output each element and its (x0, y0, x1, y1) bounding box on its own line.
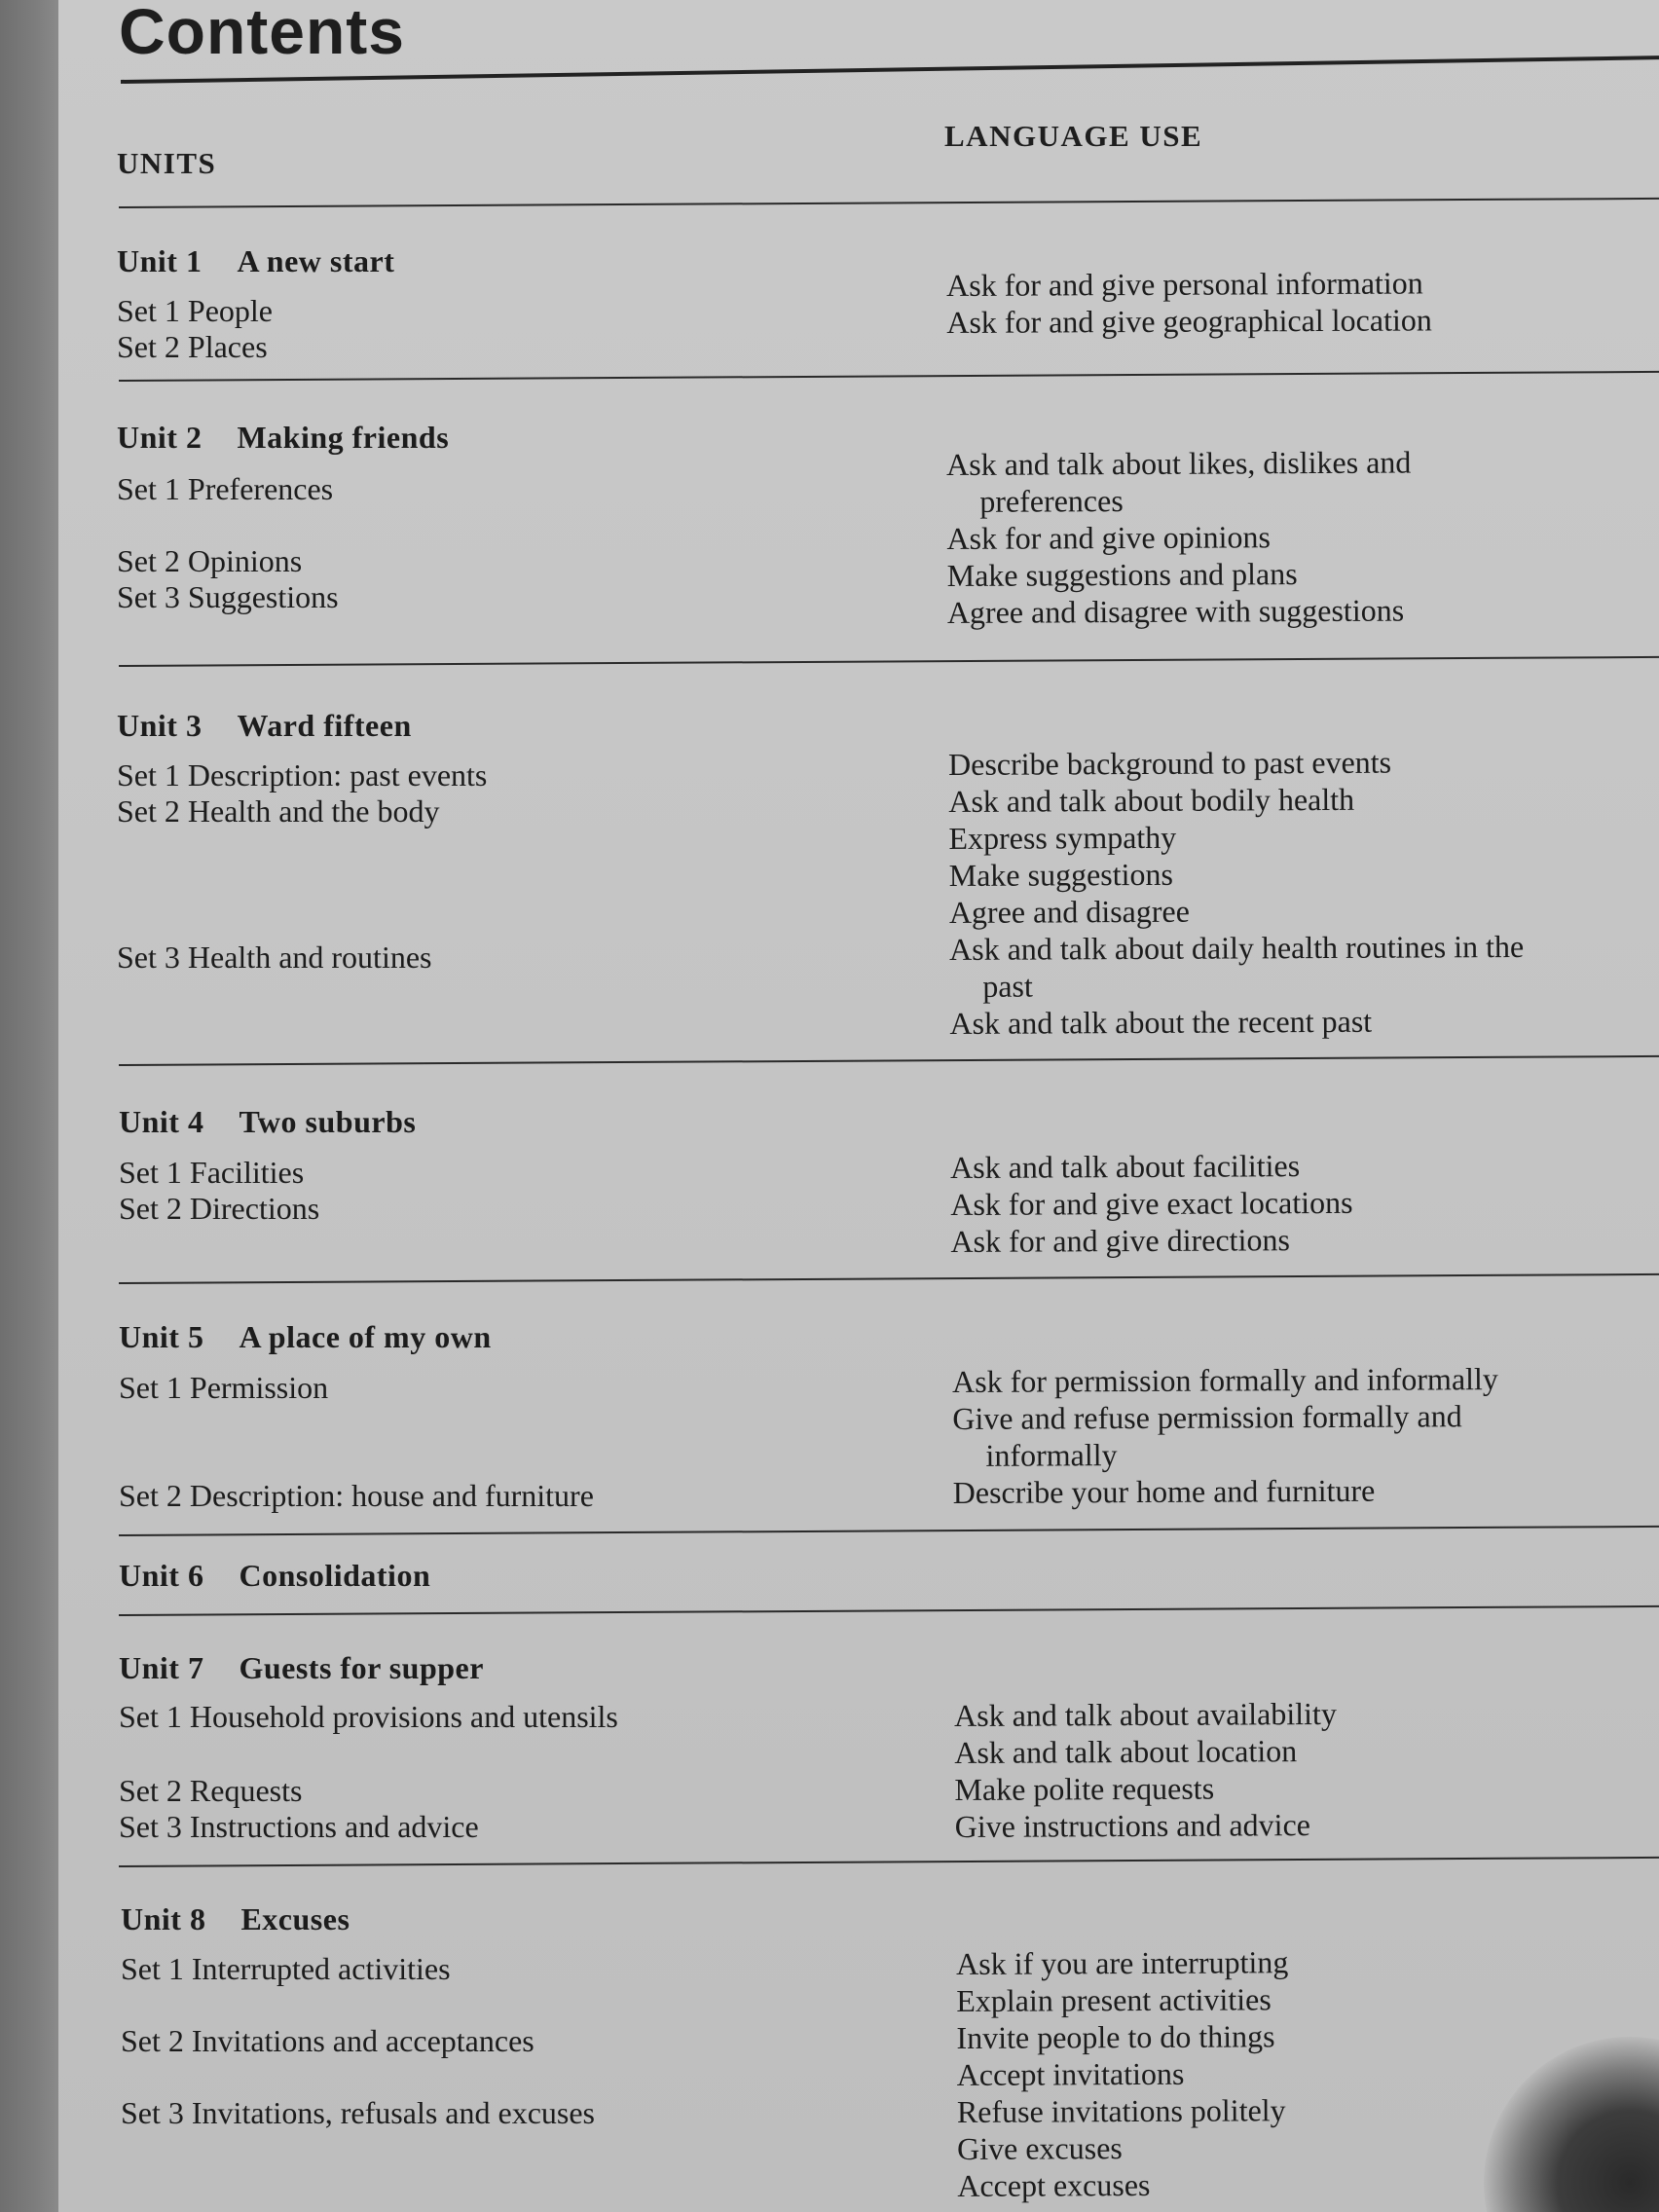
language-use-item: Ask and talk about bodily health (948, 781, 1355, 819)
language-use-item: Ask for and give geographical location (946, 302, 1432, 340)
unit-4-set-2: Set 2 Directions (119, 1191, 320, 1226)
language-use-item: Make suggestions and plans (946, 556, 1298, 593)
language-use-item: Invite people to do things (956, 2018, 1275, 2055)
unit-3-set-2: Set 2 Health and the body (117, 793, 440, 829)
unit-7-set-2: Set 2 Requests (119, 1773, 303, 1808)
unit-number: Unit 2 (117, 420, 203, 455)
unit-2-set-1: Set 1 Preferences (117, 471, 334, 506)
language-use-item: Give and refuse permission formally and informally (952, 1398, 1462, 1473)
unit-divider (119, 656, 1659, 667)
contents-page (58, 0, 1659, 2212)
language-use-item: Accept excuses (957, 2166, 1151, 2203)
language-use-item: Describe your home and furniture (952, 1472, 1376, 1510)
unit-4-set-1: Set 1 Facilities (119, 1155, 305, 1190)
unit-1-set-2: Set 2 Places (117, 329, 268, 364)
language-use-item: Ask and talk about location (954, 1733, 1298, 1770)
unit-5-language-use (952, 1360, 1586, 1511)
language-use-item: Ask and talk about daily health routines in the past (949, 928, 1525, 1004)
language-use-item: Express sympathy (948, 819, 1177, 856)
unit-divider (119, 1857, 1659, 1867)
language-use-item: Accept invitations (956, 2055, 1185, 2092)
unit-name: A place of my own (239, 1319, 492, 1354)
unit-divider (119, 371, 1659, 382)
unit-number: Unit 5 (119, 1319, 204, 1354)
unit-4-heading (119, 1104, 416, 1140)
language-use-item: Ask for permission formally and informally (952, 1361, 1498, 1399)
language-use-item: Ask and talk about likes, dislikes and preferences (946, 444, 1412, 519)
language-use-item: Agree and disagree with suggestions (946, 592, 1405, 630)
units-column-header: UNITS (117, 146, 217, 180)
unit-name: Consolidation (239, 1558, 431, 1593)
page-title: Contents (119, 0, 405, 67)
unit-number: Unit 8 (121, 1901, 206, 1936)
language-use-item: Ask for and give directions (950, 1222, 1290, 1259)
unit-name: A new start (237, 243, 395, 278)
unit-8-language-use (956, 1942, 1580, 2204)
unit-name: Two suburbs (239, 1104, 417, 1139)
unit-2-set-3: Set 3 Suggestions (117, 579, 339, 614)
unit-5-set-1: Set 1 Permission (119, 1370, 329, 1405)
unit-number: Unit 7 (119, 1650, 204, 1685)
language-use-item: Give excuses (957, 2130, 1123, 2166)
unit-divider (119, 1273, 1659, 1284)
unit-name: Guests for supper (239, 1650, 484, 1685)
language-use-item: Ask if you are interrupting (956, 1944, 1289, 1981)
unit-7-set-1: Set 1 Household provisions and utensils (119, 1699, 618, 1734)
language-use-item: Agree and disagree (948, 893, 1190, 930)
unit-1-heading (117, 243, 394, 279)
language-use-item: Ask and talk about availability (954, 1695, 1337, 1733)
page-edge (0, 0, 58, 2212)
unit-8-set-1: Set 1 Interrupted activities (121, 1951, 451, 1986)
language-use-item: Make polite requests (954, 1770, 1215, 1807)
unit-3-heading (117, 708, 412, 744)
unit-8-set-3: Set 3 Invitations, refusals and excuses (121, 2095, 595, 2130)
unit-5-heading (119, 1319, 492, 1355)
unit-name: Ward fifteen (237, 708, 412, 743)
language-use-item: Explain present activities (956, 1981, 1272, 2018)
unit-number: Unit 1 (117, 243, 203, 278)
unit-7-language-use (954, 1694, 1578, 1845)
language-use-item: Refuse invitations politely (956, 2092, 1286, 2129)
unit-8-heading (121, 1901, 350, 1937)
unit-2-set-2: Set 2 Opinions (117, 543, 303, 578)
language-use-column-header: LANGUAGE USE (944, 119, 1203, 153)
unit-2-heading (117, 420, 449, 456)
unit-number: Unit 4 (119, 1104, 204, 1139)
unit-name: Excuses (240, 1901, 350, 1936)
unit-5-set-2: Set 2 Description: house and furniture (119, 1478, 594, 1513)
unit-number: Unit 3 (117, 708, 203, 743)
unit-8-set-2: Set 2 Invitations and acceptances (121, 2023, 535, 2058)
unit-name: Making friends (237, 420, 450, 455)
unit-1-set-1: Set 1 People (117, 293, 273, 328)
language-use-item: Ask and talk about the recent past (949, 1003, 1373, 1041)
unit-3-set-3: Set 3 Health and routines (117, 940, 432, 975)
unit-3-language-use (948, 743, 1573, 1042)
unit-4-language-use (950, 1146, 1574, 1260)
unit-7-set-3: Set 3 Instructions and advice (119, 1809, 479, 1844)
unit-1-language-use (946, 263, 1647, 341)
unit-2-language-use (946, 443, 1493, 631)
language-use-item: Describe background to past events (948, 744, 1392, 782)
language-use-item: Make suggestions (948, 856, 1173, 893)
language-use-item: Ask for and give exact locations (950, 1184, 1353, 1222)
unit-number: Unit 6 (119, 1558, 204, 1593)
unit-divider (119, 1605, 1659, 1616)
unit-6-heading (119, 1558, 430, 1594)
language-use-item: Ask for and give personal information (946, 265, 1423, 303)
unit-divider (119, 1526, 1659, 1536)
header-divider (119, 198, 1659, 208)
language-use-item: Ask for and give opinions (946, 519, 1271, 556)
unit-3-set-1: Set 1 Description: past events (117, 757, 488, 793)
language-use-item: Ask and talk about facilities (950, 1148, 1301, 1185)
language-use-item: Give instructions and advice (954, 1807, 1311, 1844)
unit-divider (119, 1055, 1659, 1066)
unit-7-heading (119, 1650, 484, 1686)
